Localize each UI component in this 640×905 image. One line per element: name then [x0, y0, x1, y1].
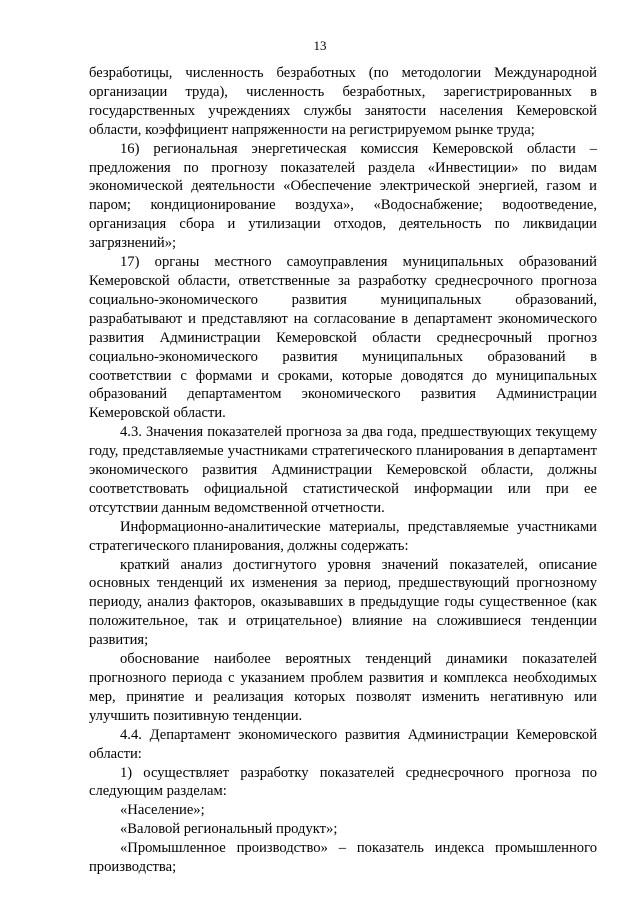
list-item-population: «Население»; — [120, 802, 205, 819]
paragraph-materials-intro: Информационно-аналитические материалы, представляемые участниками стратегического планирования, должны содержать: — [89, 518, 597, 554]
paragraph-item-1: 1) осуществляет разработку показателей среднесрочного прогноза по следующим разделам: — [89, 764, 597, 800]
paragraph-section-4-4: 4.4. Департамент экономического развития Администрации Кемеровской области: — [89, 726, 597, 762]
list-item-industrial-production: «Промышленное производство» – показатель индекса промышленного производства; — [89, 840, 597, 876]
list-item-grp: «Валовой региональный продукт»; — [120, 821, 338, 838]
document-body — [89, 64, 597, 877]
paragraph-justification: обоснование наиболее вероятных тенденций динамики показателей прогнозного периода с указанием проблем развития и комплекса необходимых мер, принятие и реализация которых позволят изменить негативную или улучшить позитивную тенденции. — [89, 651, 597, 724]
page-number: 13 — [313, 38, 327, 53]
paragraph-item-17: 17) органы местного самоуправления муниципальных образований Кемеровской области, ответственные за разработку среднесрочного прогноза социально-экономического развития муниципальных образований, разрабатывают и представляют на согласование в департамент экономического развития Администрации Кемеровской области среднесрочный прогноз социально-экономического развития муниципальных образований в соответствии с формами и сроками, которые доводятся до муниципальных образований департаментом экономического развития Администрации Кемеровской области. — [89, 254, 597, 422]
paragraph-item-16: 16) региональная энергетическая комиссия Кемеровской области – предложения по прогнозу показателей раздела «Инвестиции» по видам экономической деятельности «Обеспечение электрической энергией, газом и паром; кондиционирование воздуха», «Водоснабжение; водоотведение, организация сбора и утилизации отходов, деятельность по ликвидации загрязнений»; — [89, 140, 597, 252]
paragraph-unemployment-continuation: безработицы, численность безработных (по методологии Международной организации труда), численность безработных, зарегистрированных в государственных учреждениях службы занятости населения Кемеровской области, коэффициент напряженности на регистрируемом рынке труда; — [89, 65, 597, 138]
paragraph-brief-analysis: краткий анализ достигнутого уровня значений показателей, описание основных тенденций их изменения за период, предшествующий прогнозному периоду, анализ факторов, оказывавших в предыдущие годы существенное (как положительное, так и отрицательное) влияние на сложившиеся тенденции развития; — [89, 556, 597, 649]
paragraph-section-4-3: 4.3. Значения показателей прогноза за два года, предшествующих текущему году, представляемые участниками стратегического планирования в департамент экономического развития Администрации Кемеровской области, должны соответствовать официальной статистической информации или при ее отсутствии данным ведомственной отчетности. — [89, 424, 597, 516]
